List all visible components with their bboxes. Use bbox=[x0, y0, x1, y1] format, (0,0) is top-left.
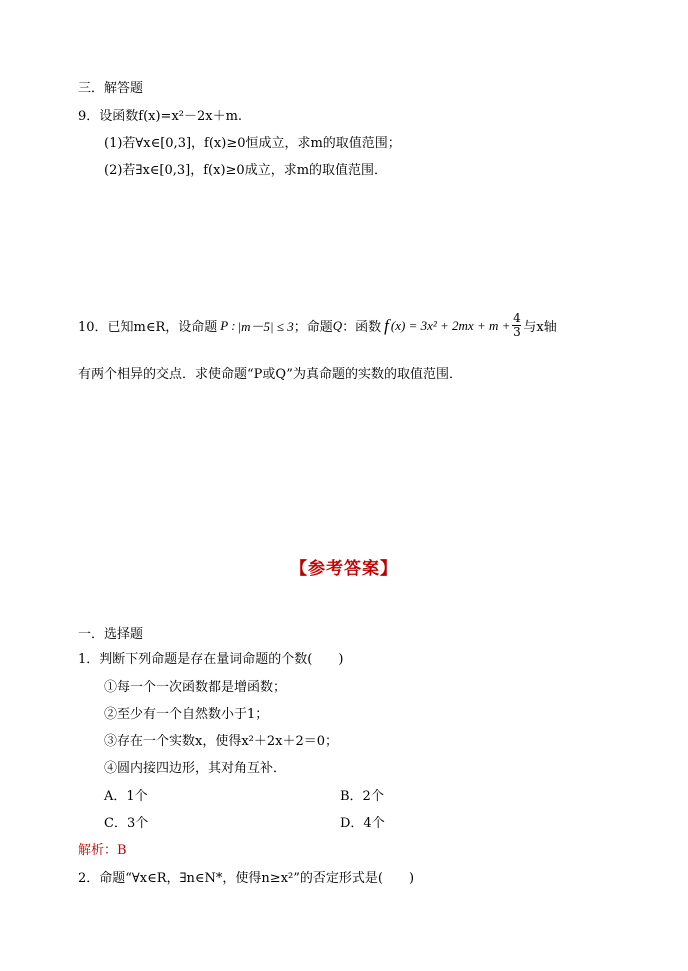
question-10-line-2: 有两个相异的交点．求使命题“P或Q”为真命题的实数的取值范围． bbox=[78, 367, 462, 382]
question-1-item-1: ①每一个一次函数都是增函数； bbox=[104, 680, 287, 695]
question-9-part-2: (2)若∃x∈[0,3]，f(x)≥0成立，求m的取值范围． bbox=[104, 163, 388, 178]
question-1-item-3: ③存在一个实数x，使得x²＋2x＋2＝0； bbox=[104, 734, 339, 749]
section-heading-multiple-choice: 一．选择题 bbox=[78, 627, 144, 642]
fraction-numerator: 4 bbox=[513, 311, 521, 325]
proposition-p-label: P : bbox=[220, 317, 236, 333]
function-name-f: f bbox=[384, 315, 389, 335]
option-a: A．1个 bbox=[104, 789, 148, 804]
fraction-denominator: 3 bbox=[513, 325, 521, 339]
question-10-text-2: ；命题 bbox=[293, 320, 333, 335]
option-b: B．2个 bbox=[340, 789, 384, 804]
function-expression: (x) = 3x² + 2mx + m + bbox=[390, 317, 511, 333]
question-2-stem: 2．命题“∀x∈R，∃n∈N*，使得n≥x²”的否定形式是( ) bbox=[78, 871, 415, 886]
question-10-text-3: ：函数 bbox=[342, 320, 382, 335]
question-1-item-2: ②至少有一个自然数小于1； bbox=[104, 707, 269, 722]
option-c: C．3个 bbox=[104, 816, 149, 831]
question-1-stem: 1．判断下列命题是存在量词命题的个数( ) bbox=[78, 652, 344, 667]
proposition-q-label: Q bbox=[332, 317, 343, 333]
section-heading-answer-questions: 三．解答题 bbox=[78, 81, 144, 96]
question-9-stem: 9．设函数f(x)=x²－2x＋m. bbox=[78, 109, 243, 124]
question-9-part-1: (1)若∀x∈[0,3]，f(x)≥0恒成立，求m的取值范围； bbox=[104, 136, 401, 151]
question-10-intro: 10．已知m∈R，设命题 bbox=[78, 320, 218, 335]
question-1-item-4: ④圆内接四边形，其对角互补． bbox=[104, 761, 287, 776]
question-10-line-1 bbox=[78, 312, 557, 339]
reference-answers-title: 【参考答案】 bbox=[290, 559, 398, 579]
question-10-text-4: 与x轴 bbox=[523, 320, 557, 335]
proposition-p-formula: |m－5| ≤ 3 bbox=[237, 319, 294, 334]
fraction-four-thirds bbox=[512, 312, 521, 339]
option-d: D．4个 bbox=[340, 816, 385, 831]
question-1-analysis: 解析：B bbox=[78, 843, 127, 858]
